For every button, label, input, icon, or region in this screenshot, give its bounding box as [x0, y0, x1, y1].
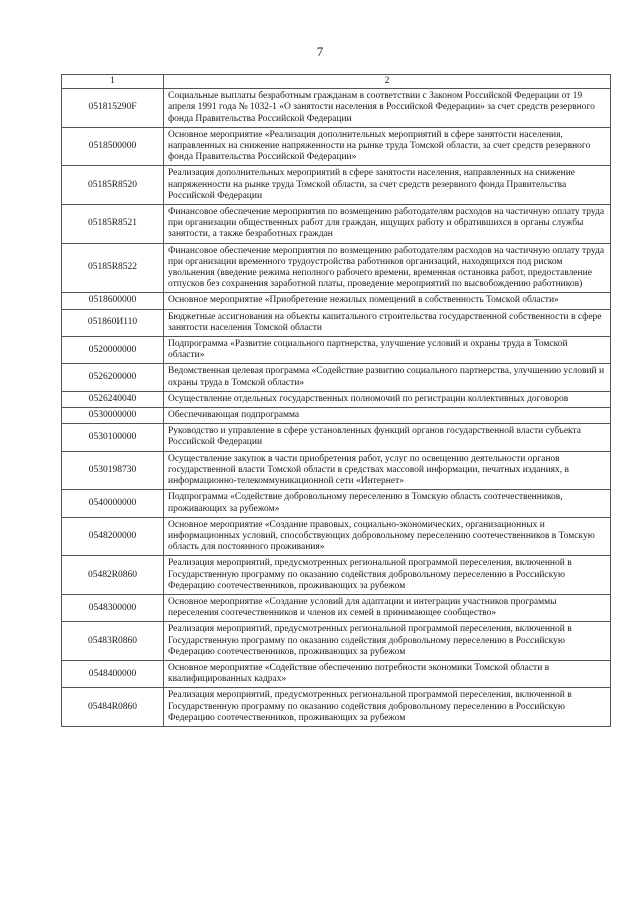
table-row: [62, 408, 611, 424]
table-row: [62, 594, 611, 621]
target-article-name: Социальные выплаты безработным гражданам в соответствии с Законом Российской Федерации от 19 апреля 1991 года № 1032-1 «О занятости населения в Российской Федерации» за счет средств резервного фонда Правительства Российской Федерации: [164, 89, 611, 128]
target-article-name: Финансовое обеспечение мероприятия по возмещению работодателям расходов на частичную оплату труда при организации общественных работ для граждан, ищущих работу и обратившихся в органы службы занятости, а также безработных граждан: [164, 205, 611, 244]
table-row: [62, 293, 611, 309]
target-article-name: Бюджетные ассигнования на объекты капитального строительства государственной собственности в сфере занятости населения Томской области: [164, 309, 611, 336]
target-article-name: Подпрограмма «Развитие социального партнерства, улучшение условий и охраны труда в Томской области»: [164, 337, 611, 364]
target-article-code: 051815290F: [62, 89, 164, 128]
target-article-code: 0518500000: [62, 127, 164, 166]
target-article-name: Основное мероприятие «Приобретение нежилых помещений в собственность Томской области»: [164, 293, 611, 309]
table-row: [62, 205, 611, 244]
target-article-name: Осуществление отдельных государственных полномочий по регистрации коллективных договоров: [164, 391, 611, 407]
target-article-code: 05185R8521: [62, 205, 164, 244]
table-row: [62, 309, 611, 336]
target-article-code: 05185R8522: [62, 243, 164, 293]
target-article-name: Реализация дополнительных мероприятий в сфере занятости населения, направленных на снижение напряженности на рынке труда Томской области, за счет средств резервного фонда Правительства Российской Федерации: [164, 166, 611, 205]
page-number: 7: [316, 44, 324, 59]
target-article-name: Руководство и управление в сфере установленных функций органов государственной власти субъекта Российской Федерации: [164, 424, 611, 451]
target-article-code: 05484R0860: [62, 688, 164, 727]
target-article-name: Обеспечивающая подпрограмма: [164, 408, 611, 424]
target-article-name: Основное мероприятие «Реализация дополнительных мероприятий в сфере занятости населения, направленных на снижение напряженности на рынке труда Томской области, за счет средств резервного фонда Правительства Российской Федерации»: [164, 127, 611, 166]
target-article-code: 0540000000: [62, 490, 164, 517]
table-row: [62, 127, 611, 166]
target-article-name: Финансовое обеспечение мероприятия по возмещению работодателям расходов на частичную оплату труда при организации временного трудоустройства работников организаций, находящихся под риском увольнения (введение режима неполного рабочего времени, временная остановка работ, предоставление отпусков без сохранения заработной платы, проведение мероприятий по высвобождению работников): [164, 243, 611, 293]
target-article-code: 0548400000: [62, 660, 164, 687]
target-article-code: 0530198730: [62, 451, 164, 490]
target-article-code: 051860И110: [62, 309, 164, 336]
target-article-code: 05483R0860: [62, 622, 164, 661]
table-row: [62, 364, 611, 391]
column-header: 2: [164, 75, 611, 89]
target-article-name: Основное мероприятие «Создание условий для адаптации и интеграции участников программы переселения соотечественников и членов их семей в принимающее сообщество»: [164, 594, 611, 621]
target-article-code: 05482R0860: [62, 556, 164, 595]
table-row: [62, 243, 611, 293]
column-header: 1: [62, 75, 164, 89]
target-article-name: Подпрограмма «Содействие добровольному переселению в Томскую область соотечественников, проживающих за рубежом»: [164, 490, 611, 517]
target-article-code: 0548200000: [62, 517, 164, 556]
target-article-code: 0526240040: [62, 391, 164, 407]
target-article-name: Ведомственная целевая программа «Содействие развитию социального партнерства, улучшению условий и охраны труда в Томской области»: [164, 364, 611, 391]
table-row: [62, 89, 611, 128]
table-row: [62, 424, 611, 451]
target-article-code: 05185R8520: [62, 166, 164, 205]
table-row: [62, 622, 611, 661]
table-row: [62, 166, 611, 205]
table-body: [62, 89, 611, 727]
table-row: [62, 337, 611, 364]
table-row: [62, 688, 611, 727]
target-article-code: 0520000000: [62, 337, 164, 364]
table-row: [62, 660, 611, 687]
target-article-name: Основное мероприятие «Содействие обеспечению потребности экономики Томской области в квалифицированных кадрах»: [164, 660, 611, 687]
budget-classification-table: [61, 74, 611, 727]
target-article-code: 0518600000: [62, 293, 164, 309]
target-article-name: Основное мероприятие «Создание правовых, социально-экономических, организационных и информационных условий, способствующих добровольному переселению соотечественников в Томскую область для постоянного проживания»: [164, 517, 611, 556]
target-article-name: Реализация мероприятий, предусмотренных региональной программой переселения, включенной в Государственную программу по оказанию содействия добровольному переселению в Российскую Федерацию соотечественников, проживающих за рубежом: [164, 688, 611, 727]
table-row: [62, 490, 611, 517]
target-article-code: 0530000000: [62, 408, 164, 424]
table-row: [62, 451, 611, 490]
target-article-code: 0548300000: [62, 594, 164, 621]
target-article-name: Реализация мероприятий, предусмотренных региональной программой переселения, включенной в Государственную программу по оказанию содействия добровольному переселению в Российскую Федерацию соотечественников, проживающих за рубежом: [164, 556, 611, 595]
target-article-name: Осуществление закупок в части приобретения работ, услуг по освещению деятельности органов государственной власти Томской области в средствах массовой информации, печатных изданиях, в информационно-телекоммуникационной сети «Интернет»: [164, 451, 611, 490]
target-article-code: 0530100000: [62, 424, 164, 451]
table-row: [62, 556, 611, 595]
target-article-code: 0526200000: [62, 364, 164, 391]
table-row: [62, 391, 611, 407]
table-row: [62, 517, 611, 556]
table-header-row: [62, 75, 611, 89]
target-article-name: Реализация мероприятий, предусмотренных региональной программой переселения, включенной в Государственную программу по оказанию содействия добровольному переселению в Российскую Федерацию соотечественников, проживающих за рубежом: [164, 622, 611, 661]
